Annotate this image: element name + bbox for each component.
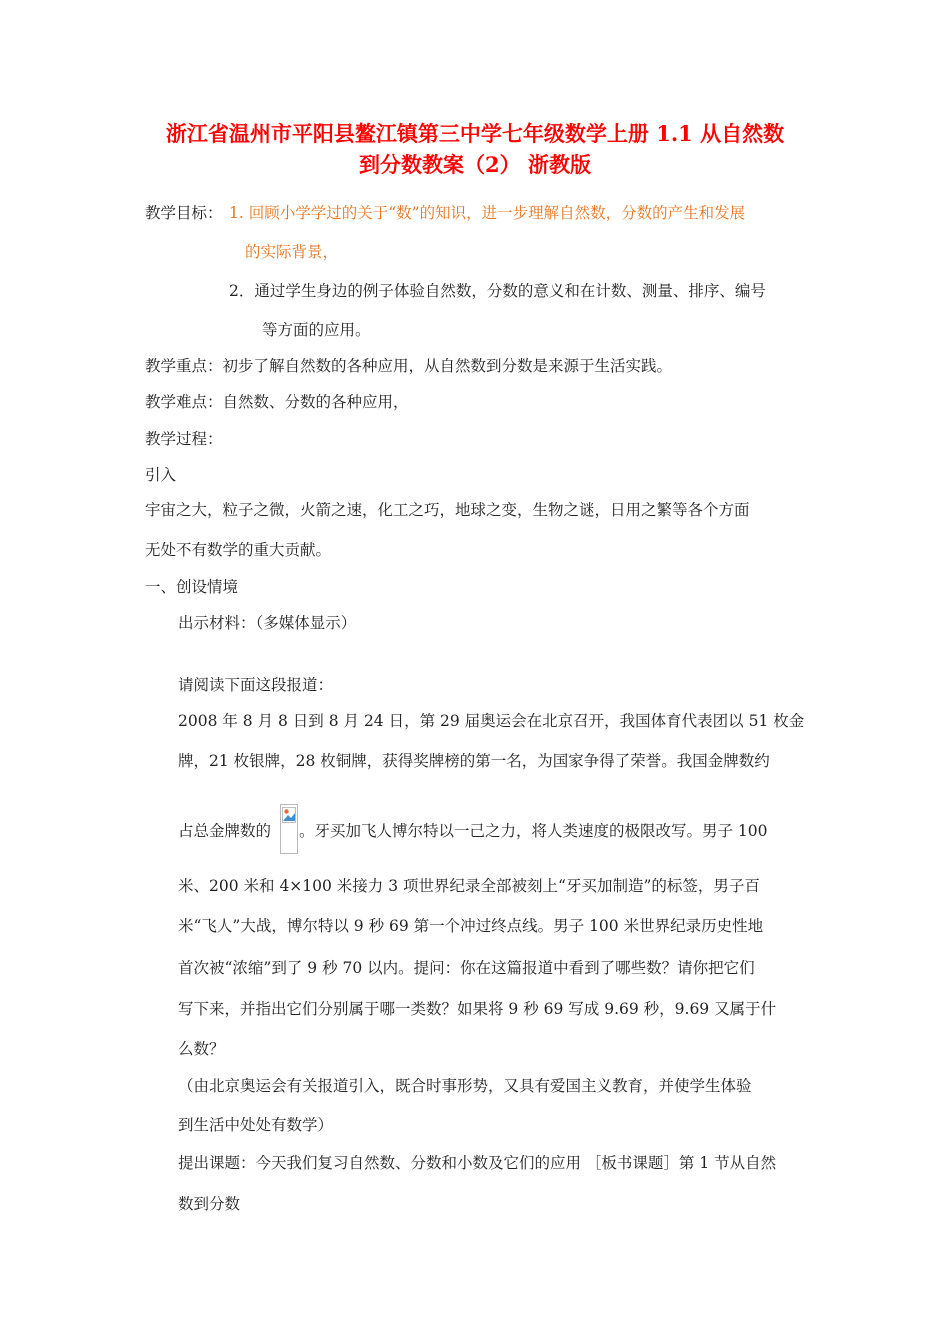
objective-2-line-2: 等方面的应用。 <box>262 321 371 339</box>
material-line: 出示材料：（多媒体显示） <box>178 614 357 632</box>
difficulty: 教学难点：自然数、分数的各种应用， <box>145 393 409 411</box>
report-line-1: 2008 年 8 月 8 日到 8 月 24 日，第 29 届奥运会在北京召开，我国体育代表团以 51 枚金 <box>178 712 805 730</box>
intro-heading: 引入 <box>145 466 177 484</box>
objective-1-line-1: 1. 回顾小学学过的关于“数”的知识，进一步理解自然数，分数的产生和发展 <box>229 204 746 222</box>
report-line-5: 米“飞人”大战，博尔特以 9 秒 69 第一个冲过终点线。男子 100 米世界纪录历史性地 <box>178 917 764 935</box>
report-line-4: 米、200 米和 4×100 米接力 3 项世界纪录全部被刻上“牙买加制造”的标签，男子百 <box>178 877 760 895</box>
broken-image-icon <box>280 804 298 854</box>
title-line-2: 到分数教案（2） 浙教版 <box>359 152 591 177</box>
title-line-1: 浙江省温州市平阳县鳌江镇第三中学七年级数学上册 1.1 从自然数 <box>165 121 785 146</box>
note-line-2: 到生活中处处有数学） <box>178 1116 334 1134</box>
report-line-2: 牌，21 枚银牌，28 枚铜牌，获得奖牌榜的第一名，为国家争得了荣誉。我国金牌数约 <box>178 752 770 770</box>
topic-line-1: 提出课题：今天我们复习自然数、分数和小数及它们的应用 ［板书课题］第 1 节从自然 <box>178 1154 777 1172</box>
report-line-7: 写下来，并指出它们分别属于哪一类数？如果将 9 秒 69 写成 9.69 秒，9.69 又属于什 <box>178 1000 777 1018</box>
objective-1-line-2: 的实际背景， <box>245 243 339 261</box>
intro-line-2: 无处不有数学的重大贡献。 <box>145 541 332 559</box>
report-line-3b: 。牙买加飞人博尔特以一己之力，将人类速度的极限改写。男子 100 <box>299 822 768 840</box>
section-1-heading: 一、创设情境 <box>145 578 239 596</box>
note-line-1: （由北京奥运会有关报道引入，既合时事形势，又具有爱国主义教育，并使学生体验 <box>178 1077 752 1095</box>
report-line-6: 首次被“浓缩”到了 9 秒 70 以内。提问：你在这篇报道中看到了哪些数？请你把它们 <box>178 959 755 977</box>
read-prompt: 请阅读下面这段报道： <box>178 676 334 694</box>
document-title <box>120 118 830 180</box>
process-heading: 教学过程： <box>145 430 223 448</box>
objective-2-line-1: 2．通过学生身边的例子体验自然数，分数的意义和在计数、测量、排序、编号 <box>229 282 766 300</box>
key-point: 教学重点：初步了解自然数的各种应用，从自然数到分数是来源于生活实践。 <box>145 357 673 375</box>
objectives-label: 教学目标： <box>145 204 223 222</box>
intro-line-1: 宇宙之大，粒子之微，火箭之速，化工之巧，地球之变，生物之谜，日用之繁等各个方面 <box>145 501 750 519</box>
report-line-3a: 占总金牌数的 <box>178 822 272 840</box>
report-line-8: 么数？ <box>178 1040 225 1058</box>
topic-line-2: 数到分数 <box>178 1195 241 1213</box>
